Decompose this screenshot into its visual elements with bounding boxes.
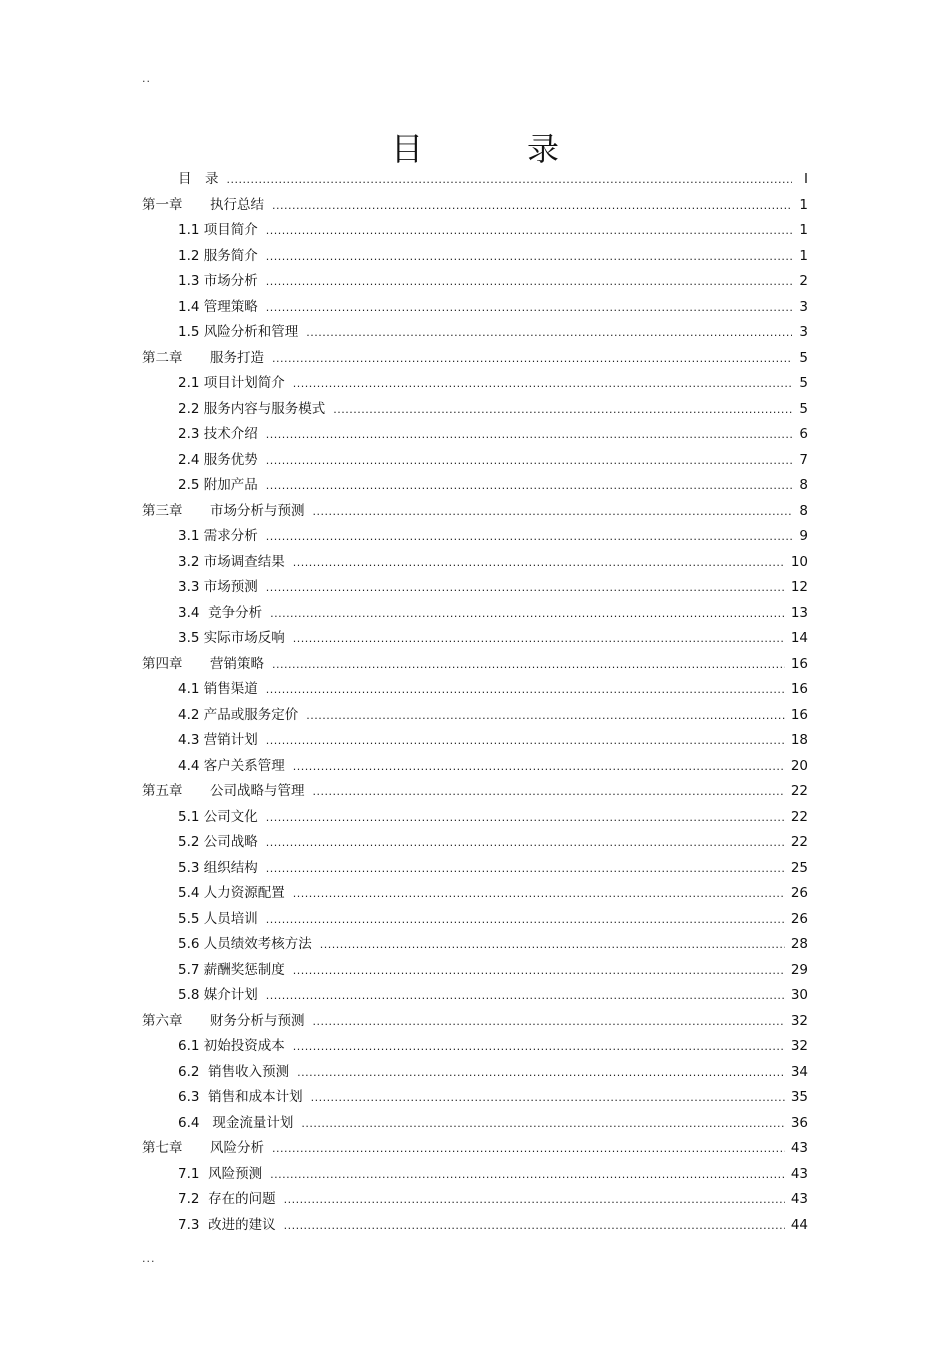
toc-page-number: 14 xyxy=(790,630,808,646)
toc-entry-label xyxy=(178,1060,289,1086)
toc-entry-title: 附加产品 xyxy=(203,477,258,493)
toc-entry-number: 1.5 xyxy=(178,324,200,340)
toc-entry-label xyxy=(178,958,285,984)
toc-section-row[interactable] xyxy=(142,422,808,448)
toc-section-row[interactable] xyxy=(142,1111,808,1137)
toc-entry-number: 3.3 xyxy=(178,579,200,595)
toc-page-number: 36 xyxy=(790,1114,808,1131)
toc-leader-dots xyxy=(333,397,792,423)
toc-section-row[interactable] xyxy=(142,983,808,1009)
toc-entry-label xyxy=(142,193,264,219)
toc-page-number: 22 xyxy=(790,834,808,850)
toc-entry-title: 录 xyxy=(205,171,219,187)
toc-entry-label xyxy=(178,397,325,423)
toc-leader-dots xyxy=(313,1009,785,1035)
toc-entry-label xyxy=(178,677,258,703)
toc-entry-label xyxy=(178,754,285,780)
toc-leader-dots xyxy=(293,1034,785,1060)
toc-entry-number: 5.2 xyxy=(178,834,200,850)
toc-entry-label xyxy=(178,1187,276,1213)
toc-page-number: 43 xyxy=(790,1165,808,1182)
toc-entry-label xyxy=(178,932,312,958)
toc-entry-number: 5.7 xyxy=(178,961,200,978)
toc-entry-label xyxy=(178,269,258,295)
toc-entry-label xyxy=(178,422,258,448)
toc-page-number: 43 xyxy=(790,1140,808,1156)
toc-entry-label xyxy=(178,244,258,270)
toc-entry-title: 服务简介 xyxy=(203,247,258,264)
toc-leader-dots xyxy=(293,550,785,576)
toc-section-row[interactable] xyxy=(142,601,808,627)
toc-page-number: 5 xyxy=(799,400,808,417)
toc-page-number: 22 xyxy=(790,783,808,799)
toc-entry-number: 2.5 xyxy=(178,477,200,493)
toc-entry-title: 存在的问题 xyxy=(203,1191,276,1207)
toc-entry-title: 人员绩效考核方法 xyxy=(203,936,312,952)
toc-entry-number: 5.3 xyxy=(178,859,200,876)
toc-leader-dots xyxy=(266,856,785,882)
toc-section-row[interactable] xyxy=(142,244,808,270)
toc-entry-number: 3.1 xyxy=(178,528,200,544)
toc-entry-label xyxy=(142,499,305,525)
toc-entry-title: 人力资源配置 xyxy=(203,885,285,901)
toc-entry-label xyxy=(178,524,258,550)
toc-entry-number: 7.1 xyxy=(178,1165,200,1182)
toc-page-number: 16 xyxy=(790,706,808,723)
toc-entry-title: 组织结构 xyxy=(203,859,258,876)
toc-leader-dots xyxy=(306,320,792,346)
toc-entry-title: 市场分析 xyxy=(203,273,258,289)
toc-section-row[interactable] xyxy=(142,703,808,729)
toc-page-number: 1 xyxy=(799,222,808,238)
toc-entry-number: 第二章 xyxy=(142,349,183,366)
toc-page-number: 16 xyxy=(790,681,808,697)
toc-page-number: 22 xyxy=(790,808,808,825)
toc-entry-number: 第七章 xyxy=(142,1140,183,1156)
toc-entry-title: 竞争分析 xyxy=(203,604,263,621)
toc-chapter-row[interactable] xyxy=(142,193,808,219)
toc-leader-dots xyxy=(293,958,785,984)
toc-page-number: 35 xyxy=(790,1089,808,1105)
toc-entry-title: 市场分析与预测 xyxy=(210,502,305,519)
toc-section-row[interactable] xyxy=(142,1085,808,1111)
toc-leader-dots xyxy=(293,371,792,397)
toc-entry-number: 第一章 xyxy=(142,196,183,213)
toc-chapter-row[interactable] xyxy=(142,499,808,525)
toc-section-row[interactable] xyxy=(142,932,808,958)
toc-entry-label xyxy=(178,907,258,933)
toc-leader-dots xyxy=(266,983,785,1009)
toc-entry-title: 营销策略 xyxy=(210,655,264,672)
toc-entry-title: 销售和成本计划 xyxy=(203,1089,303,1105)
toc-entry-label xyxy=(178,881,285,907)
toc-chapter-row[interactable] xyxy=(142,779,808,805)
toc-section-row[interactable] xyxy=(142,907,808,933)
toc-leader-dots xyxy=(227,167,793,193)
toc-entry-title: 服务打造 xyxy=(210,349,264,366)
toc-entry-number: 6.1 xyxy=(178,1038,200,1054)
toc-page-number: 43 xyxy=(790,1191,808,1207)
toc-page-number: 5 xyxy=(799,375,808,391)
toc-leader-dots xyxy=(266,728,785,754)
toc-page-number: 44 xyxy=(790,1216,808,1233)
toc-section-row[interactable] xyxy=(142,958,808,984)
toc-page-number: 5 xyxy=(799,349,808,366)
toc-entry-title: 风险分析和管理 xyxy=(203,324,299,340)
toc-entry-label xyxy=(178,218,258,244)
toc-section-row[interactable] xyxy=(142,320,808,346)
toc-entry-title: 销售渠道 xyxy=(203,681,258,697)
toc-entry-number: 2.3 xyxy=(178,426,200,442)
toc-entry-title: 薪酬奖惩制度 xyxy=(203,961,285,978)
toc-leader-dots xyxy=(311,1085,785,1111)
toc-entry-label xyxy=(142,346,264,372)
toc-section-row[interactable] xyxy=(142,1034,808,1060)
toc-leader-dots xyxy=(266,473,792,499)
toc-page-number: 29 xyxy=(790,961,808,978)
toc-page-number: 30 xyxy=(790,987,808,1003)
toc-leader-dots xyxy=(293,626,785,652)
toc-entry-number: 第三章 xyxy=(142,502,183,519)
page-title: 目 录 xyxy=(390,130,595,168)
toc-entry-label xyxy=(178,473,258,499)
toc-entry-label xyxy=(178,805,258,831)
toc-entry-number: 5.8 xyxy=(178,987,200,1003)
toc-entry-label xyxy=(178,830,258,856)
toc-leader-dots xyxy=(272,652,785,678)
toc-entry-number: 5.1 xyxy=(178,808,200,825)
toc-page-number: 26 xyxy=(790,910,808,927)
toc-entry-number: 1.3 xyxy=(178,273,200,289)
toc-entry-number: 2.1 xyxy=(178,375,200,391)
toc-leader-dots xyxy=(301,1111,784,1137)
toc-entry-number: 5.6 xyxy=(178,936,200,952)
toc-section-row[interactable] xyxy=(142,728,808,754)
toc-entry-number: 3.5 xyxy=(178,630,200,646)
toc-page-number: 34 xyxy=(790,1063,808,1080)
toc-entry-number: 1.2 xyxy=(178,247,200,264)
toc-page-number: 3 xyxy=(799,324,808,340)
toc-page-number: 8 xyxy=(799,502,808,519)
toc-section-row[interactable] xyxy=(142,1162,808,1188)
toc-leader-dots xyxy=(266,575,785,601)
toc-entry-title: 营销计划 xyxy=(203,732,258,748)
toc-entry-title: 风险分析 xyxy=(210,1140,264,1156)
toc-leader-dots xyxy=(266,218,792,244)
toc-entry-label xyxy=(178,1162,262,1188)
toc-leader-dots xyxy=(306,703,785,729)
toc-section-row[interactable] xyxy=(142,1060,808,1086)
toc-chapter-row[interactable] xyxy=(142,1009,808,1035)
toc-entry-label xyxy=(178,1213,276,1239)
toc-section-row[interactable] xyxy=(142,295,808,321)
toc-entry-number: 4.3 xyxy=(178,732,200,748)
toc-entry-title: 市场调查结果 xyxy=(203,553,285,570)
toc-entry-label xyxy=(178,550,285,576)
toc-page-number: 9 xyxy=(799,528,808,544)
toc-entry-title: 项目简介 xyxy=(203,222,258,238)
toc-leader-dots xyxy=(266,830,785,856)
toc-chapter-row[interactable] xyxy=(142,1136,808,1162)
toc-entry-title: 服务内容与服务模式 xyxy=(203,400,326,417)
toc-entry-title: 市场预测 xyxy=(203,579,258,595)
toc-entry-number: 6.3 xyxy=(178,1089,200,1105)
toc-entry-number: 6.4 xyxy=(178,1114,200,1131)
toc-page-number: 32 xyxy=(790,1038,808,1054)
toc-entry-label xyxy=(178,575,258,601)
toc-section-row[interactable] xyxy=(142,448,808,474)
toc-entry-label xyxy=(178,1111,293,1137)
toc-leader-dots xyxy=(266,677,785,703)
toc-entry-number: 4.2 xyxy=(178,706,200,723)
toc-leader-dots xyxy=(270,1162,785,1188)
footer-mark: ... xyxy=(142,1252,156,1265)
toc-leader-dots xyxy=(272,193,792,219)
toc-leader-dots xyxy=(266,244,792,270)
toc-leader-dots xyxy=(293,881,785,907)
toc-section-row[interactable] xyxy=(142,473,808,499)
toc-entry-title: 实际市场反响 xyxy=(203,630,285,646)
toc-leader-dots xyxy=(266,295,792,321)
toc-section-row[interactable] xyxy=(142,397,808,423)
toc-page-number: 1 xyxy=(799,196,808,213)
toc-page-number: 28 xyxy=(790,936,808,952)
toc-entry-title: 人员培训 xyxy=(203,910,258,927)
toc-entry-label xyxy=(142,779,305,805)
toc-entry-title: 销售收入预测 xyxy=(203,1063,290,1080)
toc-entry-label xyxy=(178,371,285,397)
toc-entry-number: 4.1 xyxy=(178,681,200,697)
toc-section-row[interactable] xyxy=(142,371,808,397)
toc-page-number: 16 xyxy=(790,655,808,672)
toc-page-number: 1 xyxy=(799,247,808,264)
toc-page-number: 7 xyxy=(799,451,808,468)
toc-entry-number: 1.1 xyxy=(178,222,200,238)
toc-entry-title: 需求分析 xyxy=(203,528,258,544)
toc-entry-number: 5.4 xyxy=(178,885,200,901)
toc-entry-number: 第六章 xyxy=(142,1012,183,1029)
toc-entry-title: 技术介绍 xyxy=(203,426,258,442)
toc-page-number: 32 xyxy=(790,1012,808,1029)
toc-section-row[interactable] xyxy=(142,626,808,652)
toc-page-number: 26 xyxy=(790,885,808,901)
toc-entry-title: 服务优势 xyxy=(203,451,258,468)
toc-entry-label xyxy=(178,626,285,652)
toc-entry-title: 执行总结 xyxy=(210,196,264,213)
toc-entry-title: 客户关系管理 xyxy=(203,757,285,774)
toc-leader-dots xyxy=(284,1213,785,1239)
toc-section-row[interactable] xyxy=(142,550,808,576)
toc-entry-number: 3.2 xyxy=(178,553,200,570)
toc-entry-label xyxy=(178,856,258,882)
toc-entry-number: 2.2 xyxy=(178,400,200,417)
toc-entry-title: 改进的建议 xyxy=(203,1216,276,1233)
toc-entry-label xyxy=(142,1136,264,1162)
toc-leader-dots xyxy=(270,601,785,627)
table-of-contents xyxy=(142,167,808,1238)
toc-entry-label xyxy=(142,1009,305,1035)
toc-section-row[interactable] xyxy=(142,754,808,780)
toc-leader-dots xyxy=(293,754,785,780)
toc-section-row[interactable] xyxy=(142,881,808,907)
toc-section-row[interactable] xyxy=(142,167,808,193)
toc-page-number: 3 xyxy=(799,298,808,315)
toc-entry-number: 3.4 xyxy=(178,604,200,621)
toc-entry-separator xyxy=(192,171,206,187)
toc-leader-dots xyxy=(320,932,785,958)
toc-entry-number: 1.4 xyxy=(178,298,200,315)
toc-leader-dots xyxy=(297,1060,785,1086)
toc-entry-label xyxy=(178,448,258,474)
toc-section-row[interactable] xyxy=(142,830,808,856)
toc-entry-label xyxy=(178,601,262,627)
toc-entry-label xyxy=(142,652,264,678)
toc-entry-number: 第五章 xyxy=(142,783,183,799)
toc-leader-dots xyxy=(266,422,792,448)
toc-section-row[interactable] xyxy=(142,856,808,882)
toc-entry-label xyxy=(178,983,258,1009)
toc-page-number: 8 xyxy=(799,477,808,493)
toc-leader-dots xyxy=(272,1136,785,1162)
toc-entry-title: 现金流量计划 xyxy=(203,1114,294,1131)
toc-page-number: 18 xyxy=(790,732,808,748)
toc-entry-title: 公司战略与管理 xyxy=(210,783,305,799)
toc-entry-number: 5.5 xyxy=(178,910,200,927)
toc-entry-number: 4.4 xyxy=(178,757,200,774)
toc-page-number: 10 xyxy=(790,553,808,570)
toc-entry-number: 第四章 xyxy=(142,655,183,672)
header-mark: .. xyxy=(142,72,151,85)
toc-section-row[interactable] xyxy=(142,805,808,831)
toc-entry-number: 6.2 xyxy=(178,1063,200,1080)
toc-section-row[interactable] xyxy=(142,575,808,601)
toc-page-number: 13 xyxy=(790,604,808,621)
toc-section-row[interactable] xyxy=(142,677,808,703)
toc-entry-title: 媒介计划 xyxy=(203,987,258,1003)
toc-entry-label xyxy=(178,167,219,193)
toc-leader-dots xyxy=(313,779,785,805)
toc-entry-label xyxy=(178,320,298,346)
toc-leader-dots xyxy=(266,805,785,831)
toc-page-number: 20 xyxy=(790,757,808,774)
toc-leader-dots xyxy=(266,524,792,550)
toc-entry-number: 7.2 xyxy=(178,1191,200,1207)
toc-section-row[interactable] xyxy=(142,269,808,295)
toc-page-number: 2 xyxy=(799,273,808,289)
toc-page-number: 25 xyxy=(790,859,808,876)
toc-entry-title: 财务分析与预测 xyxy=(210,1012,305,1029)
toc-entry-title: 产品或服务定价 xyxy=(203,706,299,723)
toc-section-row[interactable] xyxy=(142,1213,808,1239)
toc-leader-dots xyxy=(266,269,792,295)
toc-entry-title: 公司文化 xyxy=(203,808,258,825)
toc-entry-title: 初始投资成本 xyxy=(203,1038,285,1054)
toc-section-row[interactable] xyxy=(142,524,808,550)
toc-entry-title: 风险预测 xyxy=(203,1165,263,1182)
toc-leader-dots xyxy=(313,499,793,525)
toc-entry-number: 7.3 xyxy=(178,1216,200,1233)
toc-leader-dots xyxy=(284,1187,785,1213)
toc-entry-title: 管理策略 xyxy=(203,298,258,315)
toc-entry-label xyxy=(178,1085,303,1111)
toc-page-number: 6 xyxy=(799,426,808,442)
toc-entry-label xyxy=(178,703,298,729)
toc-page-number: I xyxy=(804,171,808,187)
toc-entry-number: 2.4 xyxy=(178,451,200,468)
toc-entry-label xyxy=(178,295,258,321)
toc-entry-label xyxy=(178,1034,285,1060)
toc-entry-number: 目 xyxy=(178,171,192,187)
toc-leader-dots xyxy=(266,448,792,474)
toc-chapter-row[interactable] xyxy=(142,652,808,678)
toc-entry-label xyxy=(178,728,258,754)
toc-entry-title: 项目计划简介 xyxy=(203,375,285,391)
toc-leader-dots xyxy=(266,907,785,933)
toc-leader-dots xyxy=(272,346,792,372)
toc-section-row[interactable] xyxy=(142,218,808,244)
toc-page-number: 12 xyxy=(790,579,808,595)
toc-chapter-row[interactable] xyxy=(142,346,808,372)
toc-section-row[interactable] xyxy=(142,1187,808,1213)
toc-entry-title: 公司战略 xyxy=(203,834,258,850)
